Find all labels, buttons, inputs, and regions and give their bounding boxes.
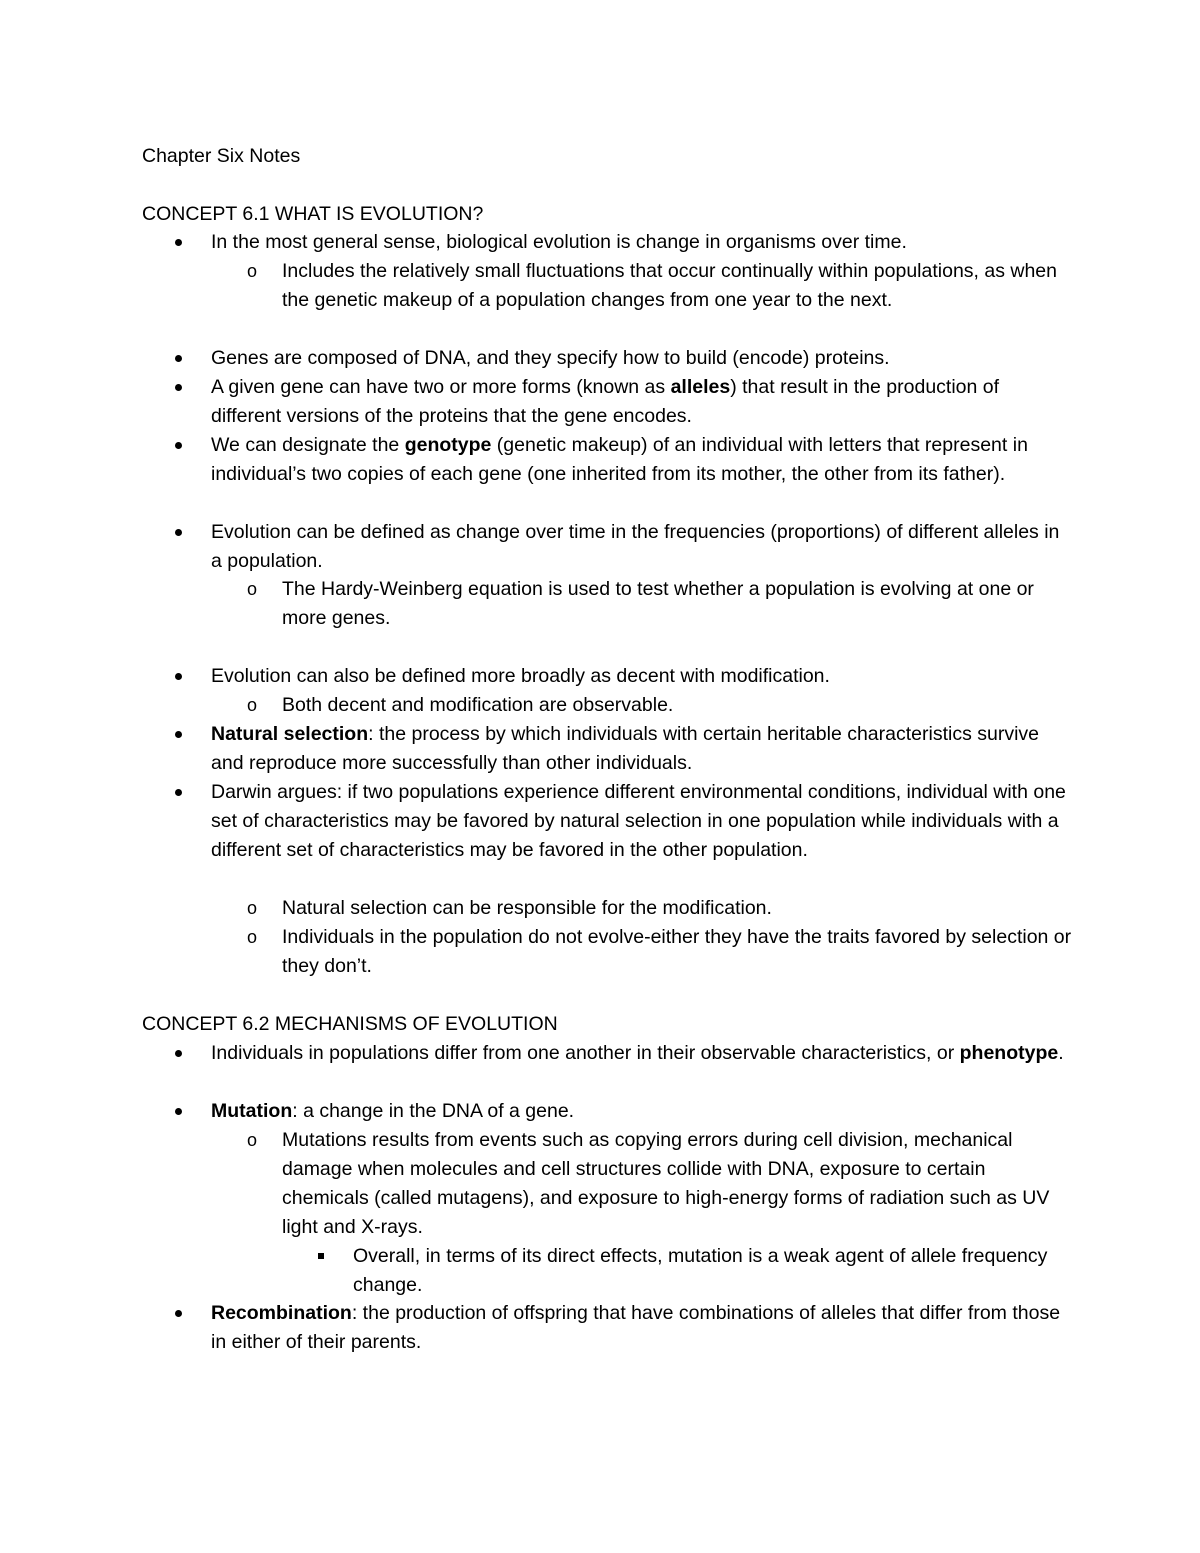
page-title: Chapter Six Notes <box>142 145 301 167</box>
list-item: Genes are composed of DNA, and they specify how to build (encode) proteins. <box>211 347 890 369</box>
list-item: Evolution can be defined as change over time in the frequencies (proportions) of different alleles in a population. <box>211 521 1060 572</box>
list-item: Natural selection can be responsible for the modification. <box>282 897 772 919</box>
circle-bullet-icon: o <box>247 579 258 599</box>
circle-bullet-icon: o <box>247 1130 258 1150</box>
circle-bullet-icon: o <box>247 695 258 715</box>
bullet-icon <box>175 442 182 449</box>
list-item: Recombination: the production of offspring that have combinations of alleles that differ from those in either of their parents. <box>211 1302 1061 1353</box>
bullet-icon <box>175 789 182 796</box>
list-item: The Hardy-Weinberg equation is used to test whether a population is evolving at one or more genes. <box>282 578 1034 629</box>
list-item: In the most general sense, biological evolution is change in organisms over time. <box>211 231 907 253</box>
bullet-icon <box>175 355 182 362</box>
list-item: Mutation: a change in the DNA of a gene. <box>211 1100 575 1122</box>
list-item: Natural selection: the process by which individuals with certain heritable characteristics survive and reproduce more successfully than other individuals. <box>211 723 1040 774</box>
list-item: Evolution can also be defined more broadly as decent with modification. <box>211 665 830 687</box>
bullet-icon <box>175 1108 182 1115</box>
bullet-icon <box>175 1050 182 1057</box>
list-item: A given gene can have two or more forms (known as alleles) that result in the production of different versions of the proteins that the gene encodes. <box>211 376 1000 427</box>
square-bullet-icon <box>318 1253 324 1259</box>
list-item: Both decent and modification are observable. <box>282 694 674 716</box>
bullet-icon <box>175 384 182 391</box>
bullet-icon <box>175 673 182 680</box>
section-heading-concept-6-2: CONCEPT 6.2 MECHANISMS OF EVOLUTION <box>142 1013 558 1035</box>
circle-bullet-icon: o <box>247 927 258 947</box>
circle-bullet-icon: o <box>247 898 258 918</box>
list-item: Individuals in populations differ from one another in their observable characteristics, or phenotype. <box>211 1042 1064 1064</box>
section-heading-concept-6-1: CONCEPT 6.1 WHAT IS EVOLUTION? <box>142 203 484 225</box>
list-item: Darwin argues: if two populations experience different environmental conditions, individual with one set of characteristics may be favored by natural selection in one population while individuals with a different set of characteristics may be favored in the other population. <box>211 781 1066 861</box>
list-item: Individuals in the population do not evolve-either they have the traits favored by selection or they don’t. <box>282 926 1072 977</box>
bullet-icon <box>175 731 182 738</box>
list-item: We can designate the genotype (genetic makeup) of an individual with letters that represent in individual’s two copies of each gene (one inherited from its mother, the other from its father). <box>211 434 1028 485</box>
circle-bullet-icon: o <box>247 261 258 281</box>
list-item: Overall, in terms of its direct effects, mutation is a weak agent of allele frequency change. <box>353 1245 1048 1296</box>
list-item: Mutations results from events such as copying errors during cell division, mechanical damage when molecules and cell structures collide with DNA, exposure to certain chemicals (called mutagens), and exposure to high-energy forms of radiation such as UV light and X-rays. <box>282 1129 1050 1238</box>
list-item: Includes the relatively small fluctuations that occur continually within populations, as when the genetic makeup of a population changes from one year to the next. <box>282 260 1058 311</box>
bullet-icon <box>175 1310 182 1317</box>
bullet-icon <box>175 529 182 536</box>
bullet-icon <box>175 239 182 246</box>
